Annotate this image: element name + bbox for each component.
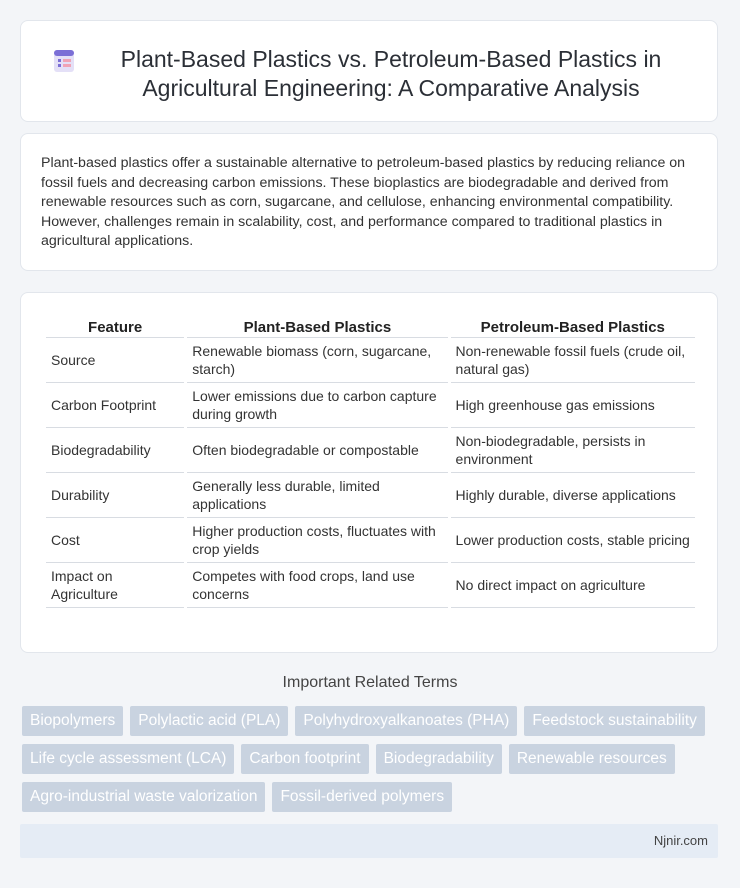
plant-based-cell: Generally less durable, limited applications <box>187 473 447 518</box>
header-petroleum-based: Petroleum-Based Plastics <box>451 315 695 338</box>
petroleum-based-cell: High greenhouse gas emissions <box>451 383 695 428</box>
page-title: Plant-Based Plastics vs. Petroleum-Based Plastics in Agricultural Engineering: A Comparative Analysis <box>120 46 662 101</box>
table-header-row <box>46 315 695 338</box>
plant-based-cell: Often biodegradable or compostable <box>187 428 447 473</box>
tag-biodegradability[interactable]: Biodegradability <box>376 744 502 774</box>
document-icon <box>51 48 77 74</box>
tag-renewable-resources[interactable]: Renewable resources <box>509 744 675 774</box>
tag-life-cycle-assessment[interactable]: Life cycle assessment (LCA) <box>22 744 234 774</box>
table-row <box>46 383 695 428</box>
table-row <box>46 473 695 518</box>
petroleum-based-cell: Lower production costs, stable pricing <box>451 518 695 563</box>
intro-card <box>20 133 718 271</box>
petroleum-based-cell: No direct impact on agriculture <box>451 563 695 608</box>
petroleum-based-cell: Non-renewable fossil fuels (crude oil, natural gas) <box>451 338 695 383</box>
feature-cell: Impact on Agriculture <box>46 563 184 608</box>
feature-cell: Cost <box>46 518 184 563</box>
tag-pha[interactable]: Polyhydroxyalkanoates (PHA) <box>295 706 517 736</box>
tag-feedstock-sustainability[interactable]: Feedstock sustainability <box>524 706 705 736</box>
intro-paragraph: Plant-based plastics offer a sustainable alternative to petroleum-based plastics by reducing reliance on fossil fuels and decreasing carbon emissions. These bioplastics are biodegradable and derived from renewable resources such as corn, sugarcane, and cellulose, enhancing environmental compatibility. However, challenges remain in scalability, cost, and performance compared to traditional plastics in agricultural applications. <box>41 155 686 250</box>
related-terms-heading: Important Related Terms <box>282 674 458 691</box>
tag-agro-industrial-waste[interactable]: Agro-industrial waste valorization <box>22 782 265 812</box>
related-terms-list <box>22 706 722 820</box>
petroleum-based-cell: Non-biodegradable, persists in environment <box>451 428 695 473</box>
tag-fossil-derived-polymers[interactable]: Fossil-derived polymers <box>272 782 452 812</box>
plant-based-cell: Renewable biomass (corn, sugarcane, starch) <box>187 338 447 383</box>
title-card <box>20 20 718 122</box>
header-plant-based: Plant-Based Plastics <box>187 315 447 338</box>
feature-cell: Durability <box>46 473 184 518</box>
footer-site-name[interactable]: Njnir.com <box>653 833 708 848</box>
table-row <box>46 428 695 473</box>
feature-cell: Carbon Footprint <box>46 383 184 428</box>
comparison-table-card <box>20 292 718 653</box>
plant-based-cell: Lower emissions due to carbon capture during growth <box>187 383 447 428</box>
table-row <box>46 518 695 563</box>
petroleum-based-cell: Highly durable, diverse applications <box>451 473 695 518</box>
tag-carbon-footprint[interactable]: Carbon footprint <box>241 744 368 774</box>
table-row <box>46 563 695 608</box>
feature-cell: Source <box>46 338 184 383</box>
footer <box>20 824 718 858</box>
header-feature: Feature <box>46 315 184 338</box>
comparison-table <box>43 315 698 608</box>
plant-based-cell: Higher production costs, fluctuates with crop yields <box>187 518 447 563</box>
plant-based-cell: Competes with food crops, land use concerns <box>187 563 447 608</box>
feature-cell: Biodegradability <box>46 428 184 473</box>
table-row <box>46 338 695 383</box>
tag-biopolymers[interactable]: Biopolymers <box>22 706 123 736</box>
tag-pla[interactable]: Polylactic acid (PLA) <box>130 706 288 736</box>
